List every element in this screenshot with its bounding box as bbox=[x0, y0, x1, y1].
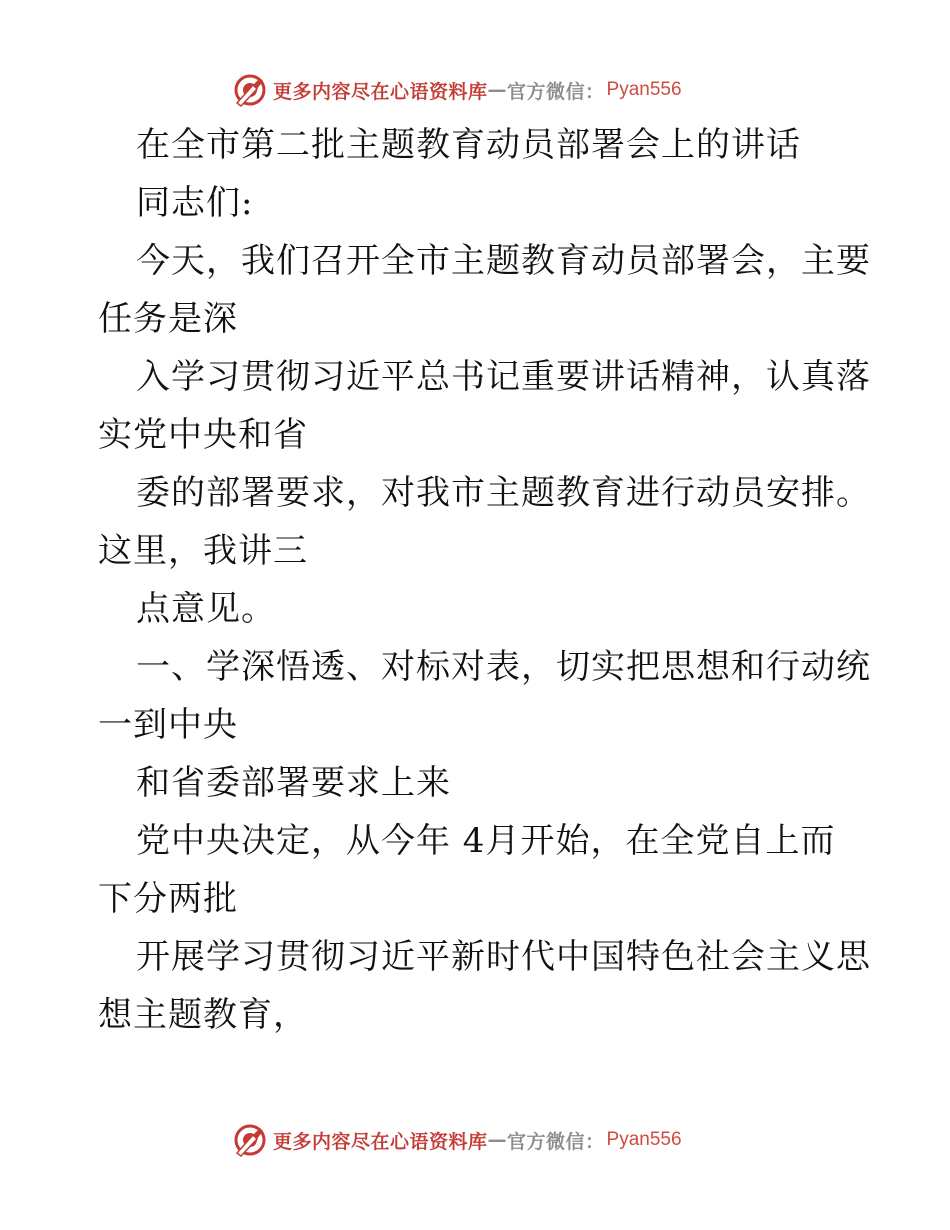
paragraph-line: 实党中央和省 bbox=[98, 415, 308, 455]
salutation: 同志们: bbox=[136, 183, 254, 223]
header-watermark bbox=[233, 70, 682, 110]
header-watermark-banner bbox=[0, 70, 950, 110]
document-title: 在全市第二批主题教育动员部署会上的讲话 bbox=[136, 125, 801, 165]
paragraph-line: 下分两批 bbox=[98, 879, 238, 919]
paragraph-line: 点意见。 bbox=[136, 589, 276, 629]
paragraph-line: 这里，我讲三 bbox=[98, 531, 308, 571]
watermark-site-text: 更多内容尽在心语资料库 bbox=[273, 80, 488, 103]
footer-watermark bbox=[233, 1120, 682, 1160]
watermark-wechat-id: Pyan556 bbox=[606, 79, 682, 100]
pen-seal-logo-icon bbox=[233, 73, 267, 107]
pen-seal-logo-icon bbox=[233, 1123, 267, 1157]
footer-watermark-banner bbox=[0, 1120, 950, 1160]
paragraph-line: 想主题教育， bbox=[98, 995, 308, 1035]
paragraph-line: 任务是深 bbox=[98, 299, 238, 339]
watermark-separator: — bbox=[487, 1129, 508, 1151]
watermark-wechat-id: Pyan556 bbox=[606, 1129, 682, 1150]
section-heading-line: 和省委部署要求上来 bbox=[136, 763, 451, 803]
watermark-wechat-label: 官方微信： bbox=[507, 80, 605, 103]
document-body bbox=[98, 116, 871, 1044]
watermark-site-text: 更多内容尽在心语资料库 bbox=[273, 1130, 488, 1153]
watermark-separator: — bbox=[487, 79, 508, 101]
paragraph-line: 今天，我们召开全市主题教育动员部署会，主要 bbox=[136, 241, 871, 281]
paragraph-line: 党中央决定，从今年 4月开始，在全党自上而 bbox=[136, 821, 836, 861]
section-heading-line: 一、学深悟透、对标对表，切实把思想和行动统 bbox=[136, 647, 871, 687]
watermark-wechat-label: 官方微信： bbox=[507, 1130, 605, 1153]
paragraph-line: 开展学习贯彻习近平新时代中国特色社会主义思 bbox=[136, 937, 871, 977]
section-heading-line: 一到中央 bbox=[98, 705, 238, 745]
paragraph-line: 入学习贯彻习近平总书记重要讲话精神，认真落 bbox=[136, 357, 871, 397]
paragraph-line: 委的部署要求，对我市主题教育进行动员安排。 bbox=[136, 473, 871, 513]
